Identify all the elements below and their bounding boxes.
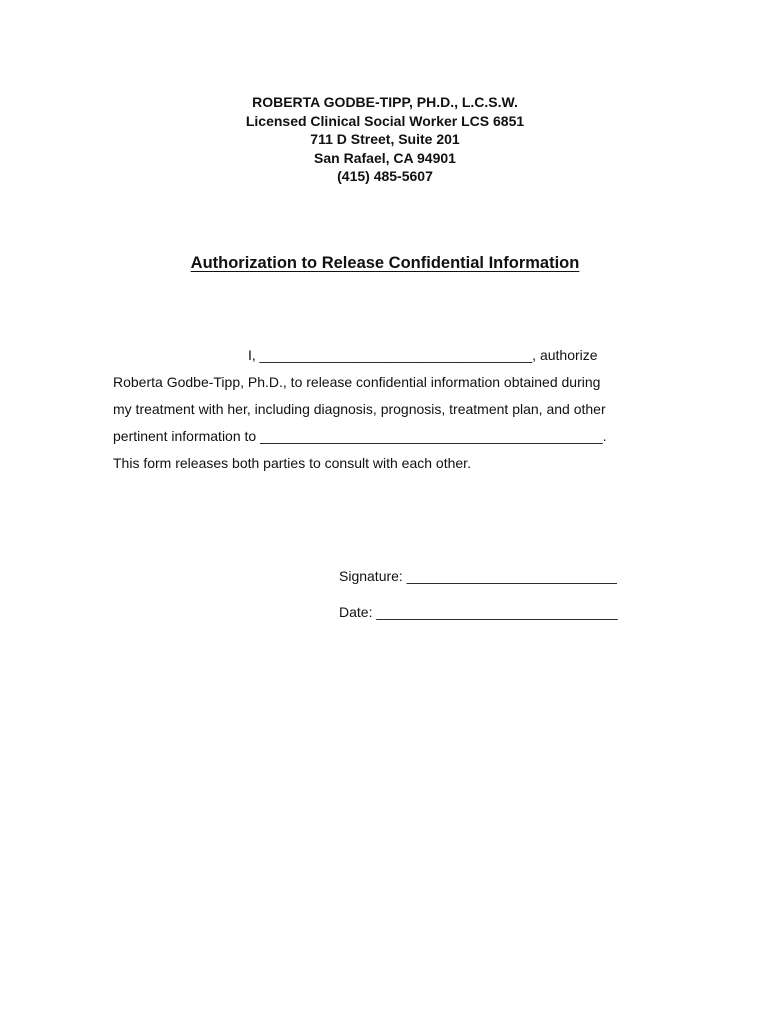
authorization-line-2: Roberta Godbe-Tipp, Ph.D., to release confidential information obtained during: [113, 374, 601, 390]
date-line: Date: _______________________________: [339, 604, 618, 620]
phone-number: (415) 485-5607: [337, 168, 433, 184]
authorization-text: [113, 342, 673, 477]
document-title: Authorization to Release Confidential Information: [190, 254, 580, 272]
authorization-line-recipient: pertinent information to ____________________________________________.: [113, 428, 607, 444]
license-line: Licensed Clinical Social Worker LCS 6851: [245, 112, 525, 129]
letterhead: [0, 93, 770, 186]
city-state-zip: San Rafael, CA 94901: [314, 149, 456, 166]
authorization-line-3: my treatment with her, including diagnosis, prognosis, treatment plan, and other: [113, 401, 606, 417]
practitioner-name: ROBERTA GODBE-TIPP, PH.D., L.C.S.W.: [252, 94, 518, 110]
authorization-line-name: I, ___________________________________, authorize: [248, 347, 598, 363]
signature-line: Signature: ___________________________: [339, 568, 617, 584]
street-address: 711 D Street, Suite 201: [310, 131, 460, 147]
signature-block: [339, 558, 618, 630]
authorization-line-5: This form releases both parties to consult with each other.: [113, 455, 471, 471]
